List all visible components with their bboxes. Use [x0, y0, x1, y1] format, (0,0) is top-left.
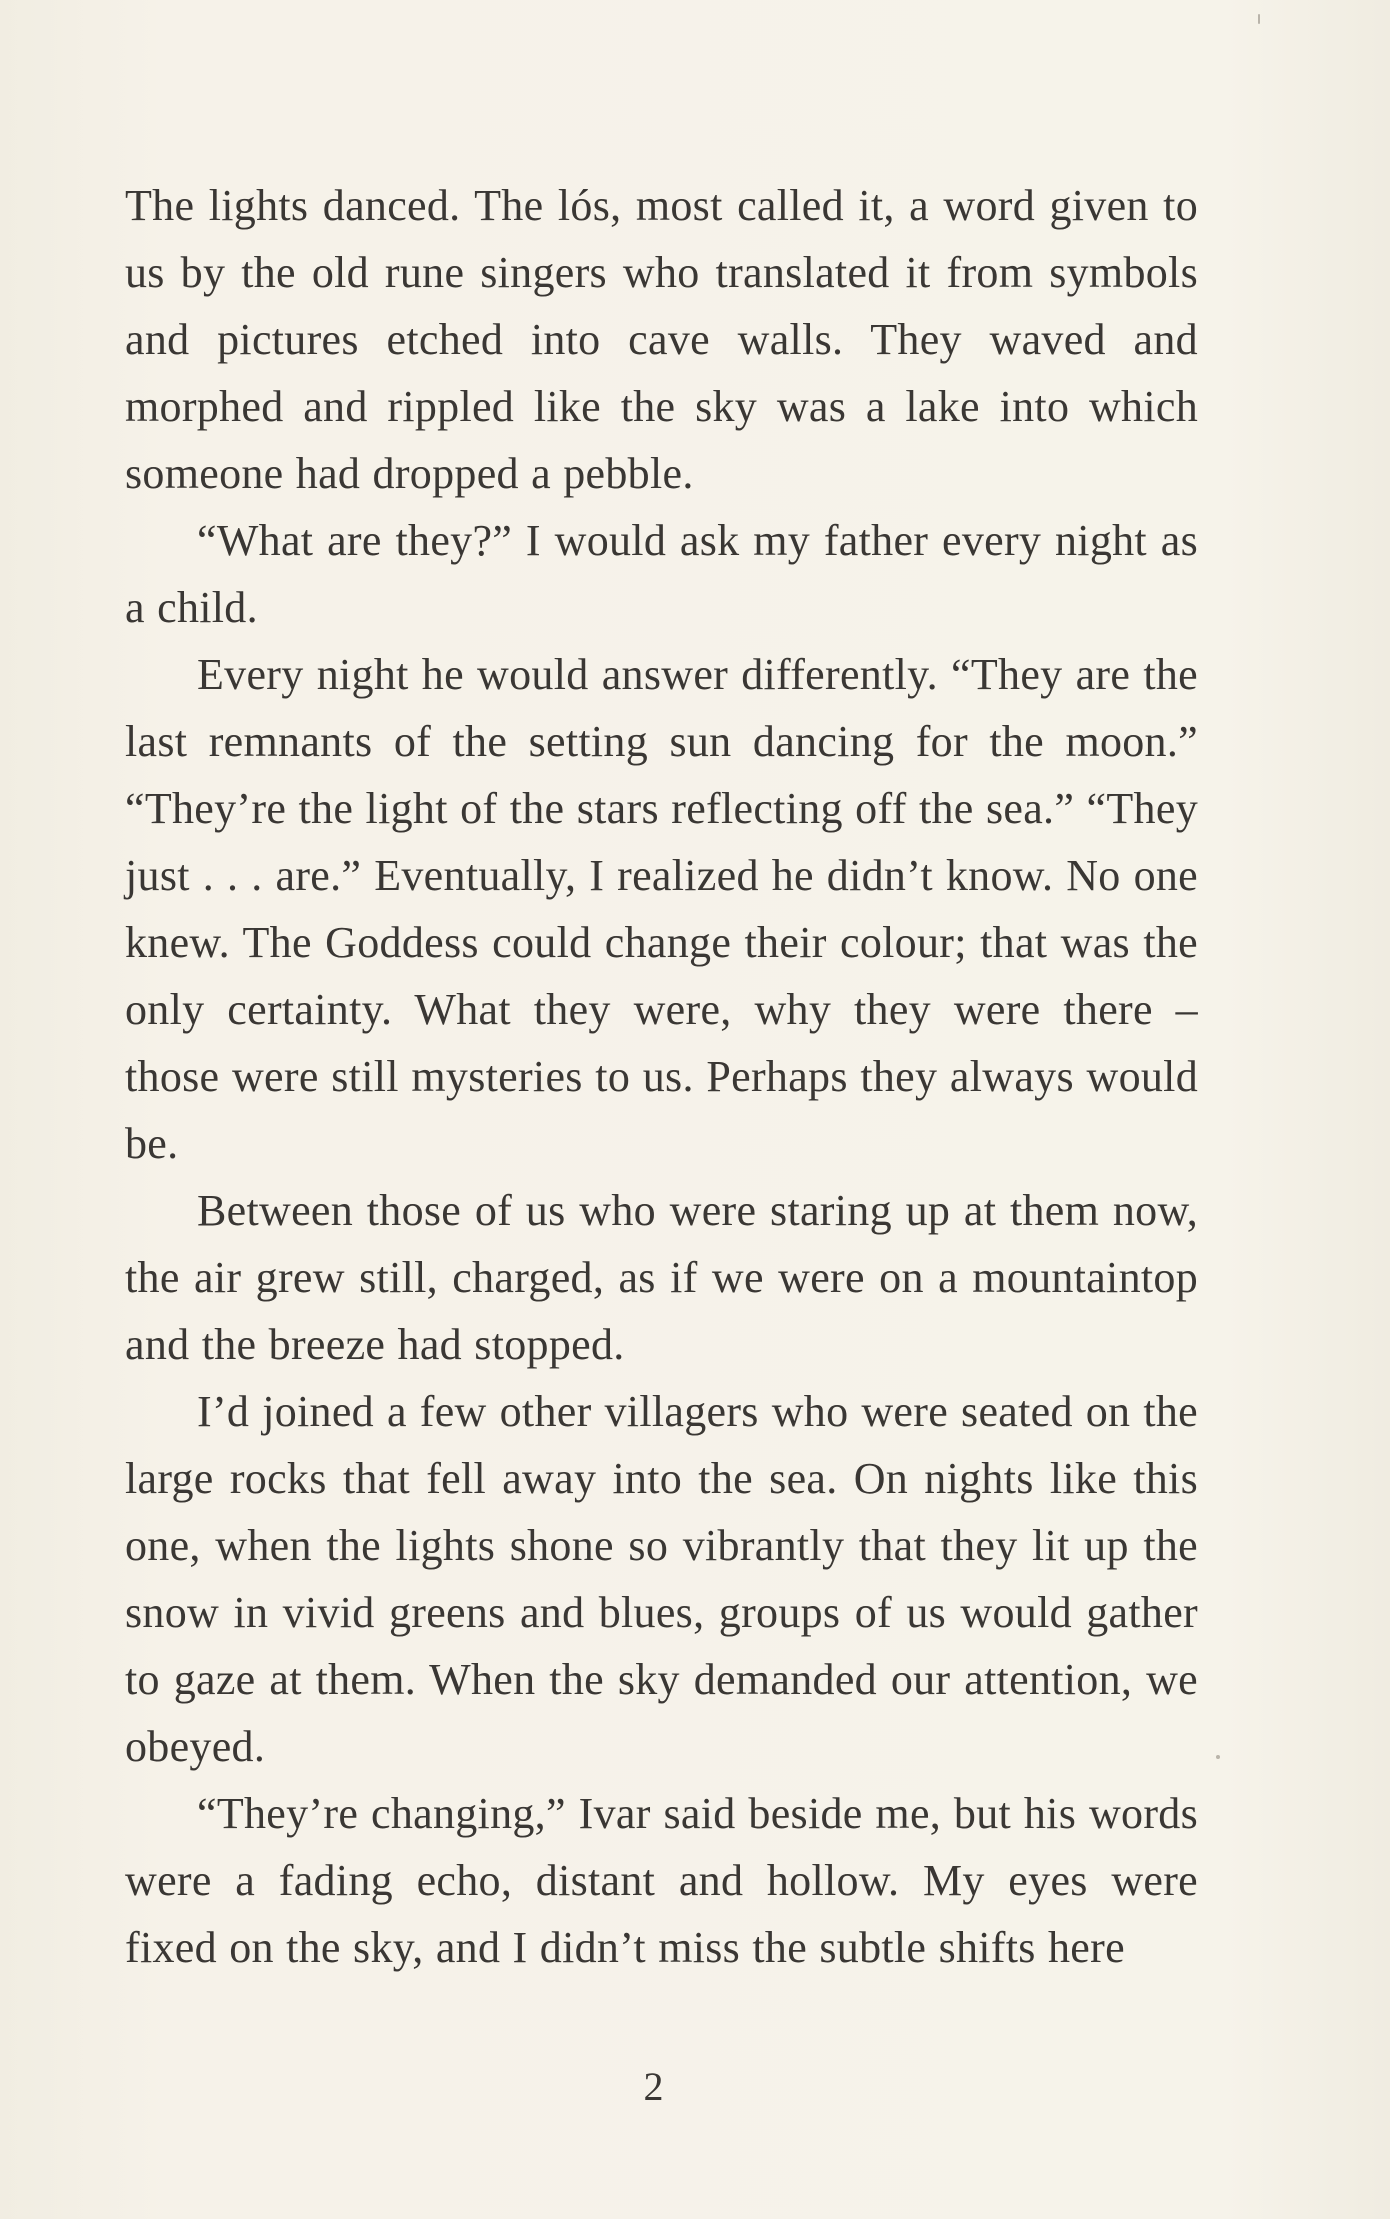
paragraph-3: Every night he would answer differently. “They are the last remnants of the setting sun dancing for the moon.” “They’re the light of the stars reflecting off the sea.” “They just . . . are.” Eventually, I realized he didn’t know. No one knew. The Goddess could change their colour; that was the only certainty. What they were, why they were there – those were still mysteries to us. Perhaps they always would be.	[125, 650, 1198, 1168]
page-number: 2	[643, 2064, 664, 2109]
paragraph-2: “What are they?” I would ask my father every night as a child.	[125, 516, 1198, 632]
body-text	[125, 172, 1198, 1981]
paragraph-1: The lights danced. The lós, most called it, a word given to us by the old rune singers who translated it from symbols and pictures etched into cave walls. They waved and morphed and rippled like the sky was a lake into which someone had dropped a pebble.	[125, 181, 1198, 498]
paper-speck	[1216, 1755, 1220, 1759]
paper-speck	[1258, 14, 1260, 24]
paragraph-6: “They’re changing,” Ivar said beside me, but his words were a fading echo, distant and hollow. My eyes were fixed on the sky, and I didn’t miss the subtle shifts here	[125, 1789, 1198, 1972]
paragraph-4: Between those of us who were staring up at them now, the air grew still, charged, as if we were on a mountaintop and the breeze had stopped.	[125, 1186, 1198, 1369]
paragraph-5: I’d joined a few other villagers who were seated on the large rocks that fell away into the sea. On nights like this one, when the lights shone so vibrantly that they lit up the snow in vivid greens and blues, groups of us would gather to gaze at them. When the sky demanded our attention, we obeyed.	[125, 1387, 1198, 1771]
